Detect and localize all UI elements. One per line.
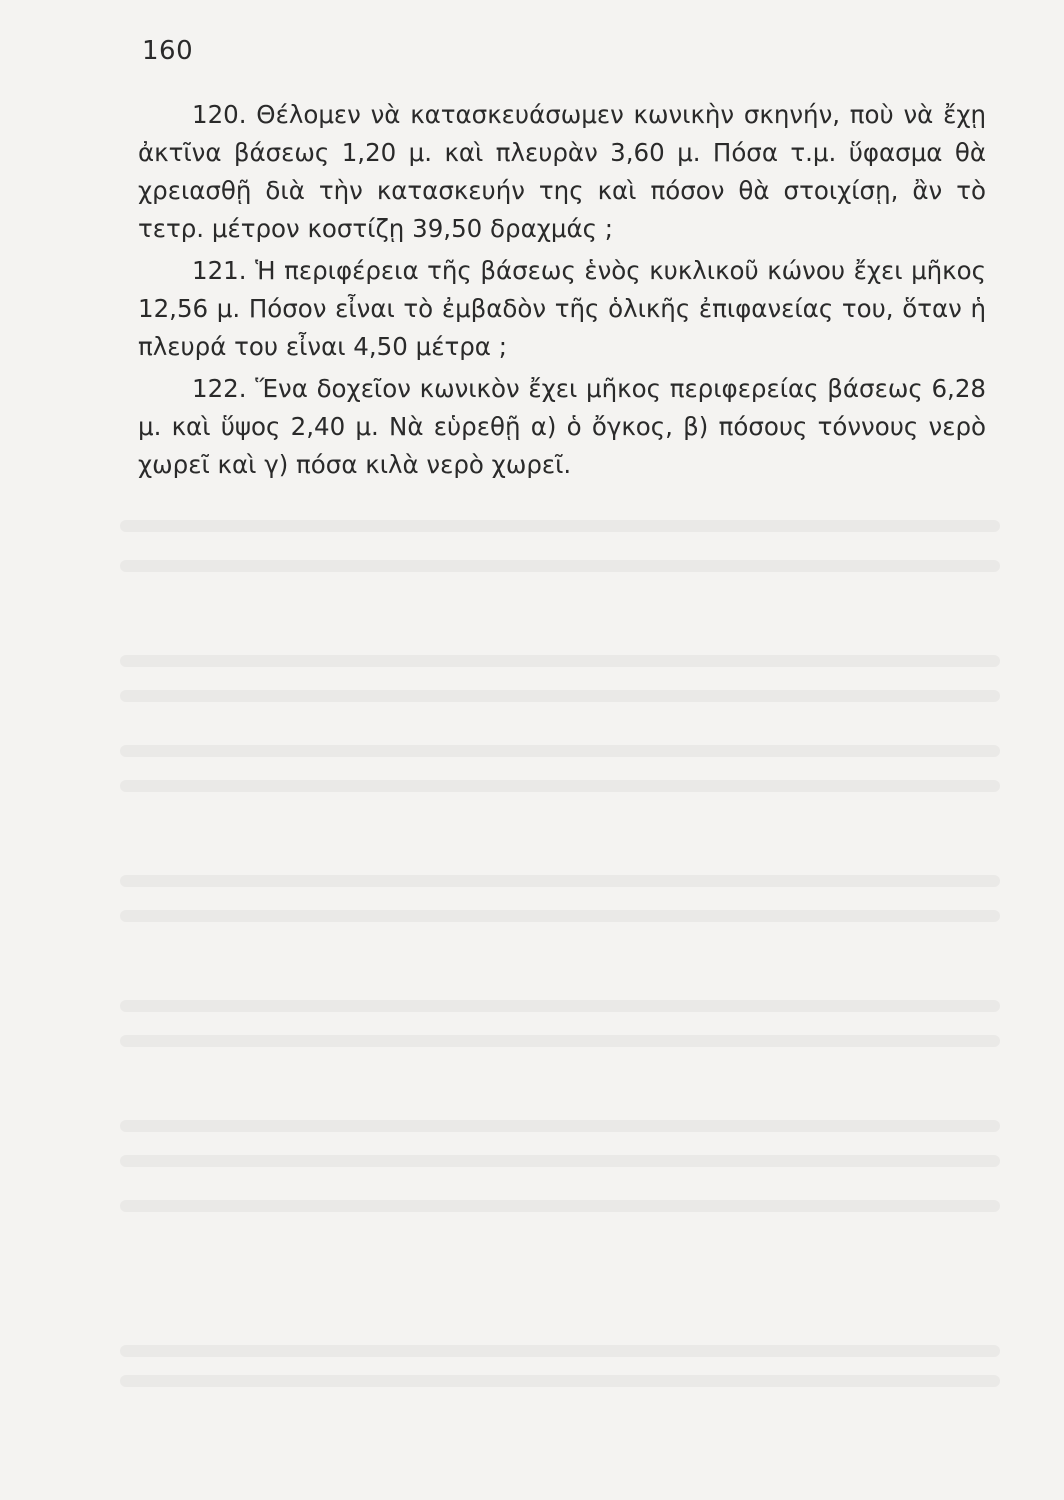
bleed-through-line (120, 520, 1000, 532)
bleed-through-line (120, 745, 1000, 757)
problem-121: 121. Ἡ περιφέρεια τῆς βάσεως ἑνὸς κυκλικοῦ κώνου ἔχει μῆκος 12,56 μ. Πόσον εἶναι τὸ ἐμβαδὸν τῆς ὁλικῆς ἐπιφανείας του, ὅταν ἡ πλευρά του εἶναι 4,50 μέτρα ; (138, 256, 986, 361)
bleed-through-line (120, 1035, 1000, 1047)
problem-120: 120. Θέλομεν νὰ κατασκευάσωμεν κωνικὴν σκηνήν, ποὺ νὰ ἔχῃ ἀκτῖνα βάσεως 1,20 μ. καὶ πλευρὰν 3,60 μ. Πόσα τ.μ. ὕφασμα θὰ χρειασθῇ διὰ τὴν κατασκευήν της καὶ πόσον θὰ στοιχίσῃ, ἂν τὸ τετρ. μέτρον κοστίζῃ 39,50 δραχμάς ; (138, 100, 986, 243)
problem-list (138, 96, 986, 488)
bleed-through-line (120, 875, 1000, 887)
page-number: 160 (142, 36, 194, 66)
bleed-through-line (120, 910, 1000, 922)
bleed-through-line (120, 1000, 1000, 1012)
bleed-through-line (120, 690, 1000, 702)
bleed-through-line (120, 780, 1000, 792)
bleed-through-line (120, 1200, 1000, 1212)
bleed-through-line (120, 1155, 1000, 1167)
bleed-through-line (120, 655, 1000, 667)
bleed-through-line (120, 1345, 1000, 1357)
bleed-through-line (120, 1375, 1000, 1387)
bleed-through-line (120, 1120, 1000, 1132)
problem-122: 122. Ἕνα δοχεῖον κωνικὸν ἔχει μῆκος περιφερείας βάσεως 6,28 μ. καὶ ὕψος 2,40 μ. Νὰ εὑρεθῇ α) ὁ ὄγκος, β) πόσους τόννους νερὸ χωρεῖ καὶ γ) πόσα κιλὰ νερὸ χωρεῖ. (138, 374, 986, 479)
bleed-through-line (120, 560, 1000, 572)
